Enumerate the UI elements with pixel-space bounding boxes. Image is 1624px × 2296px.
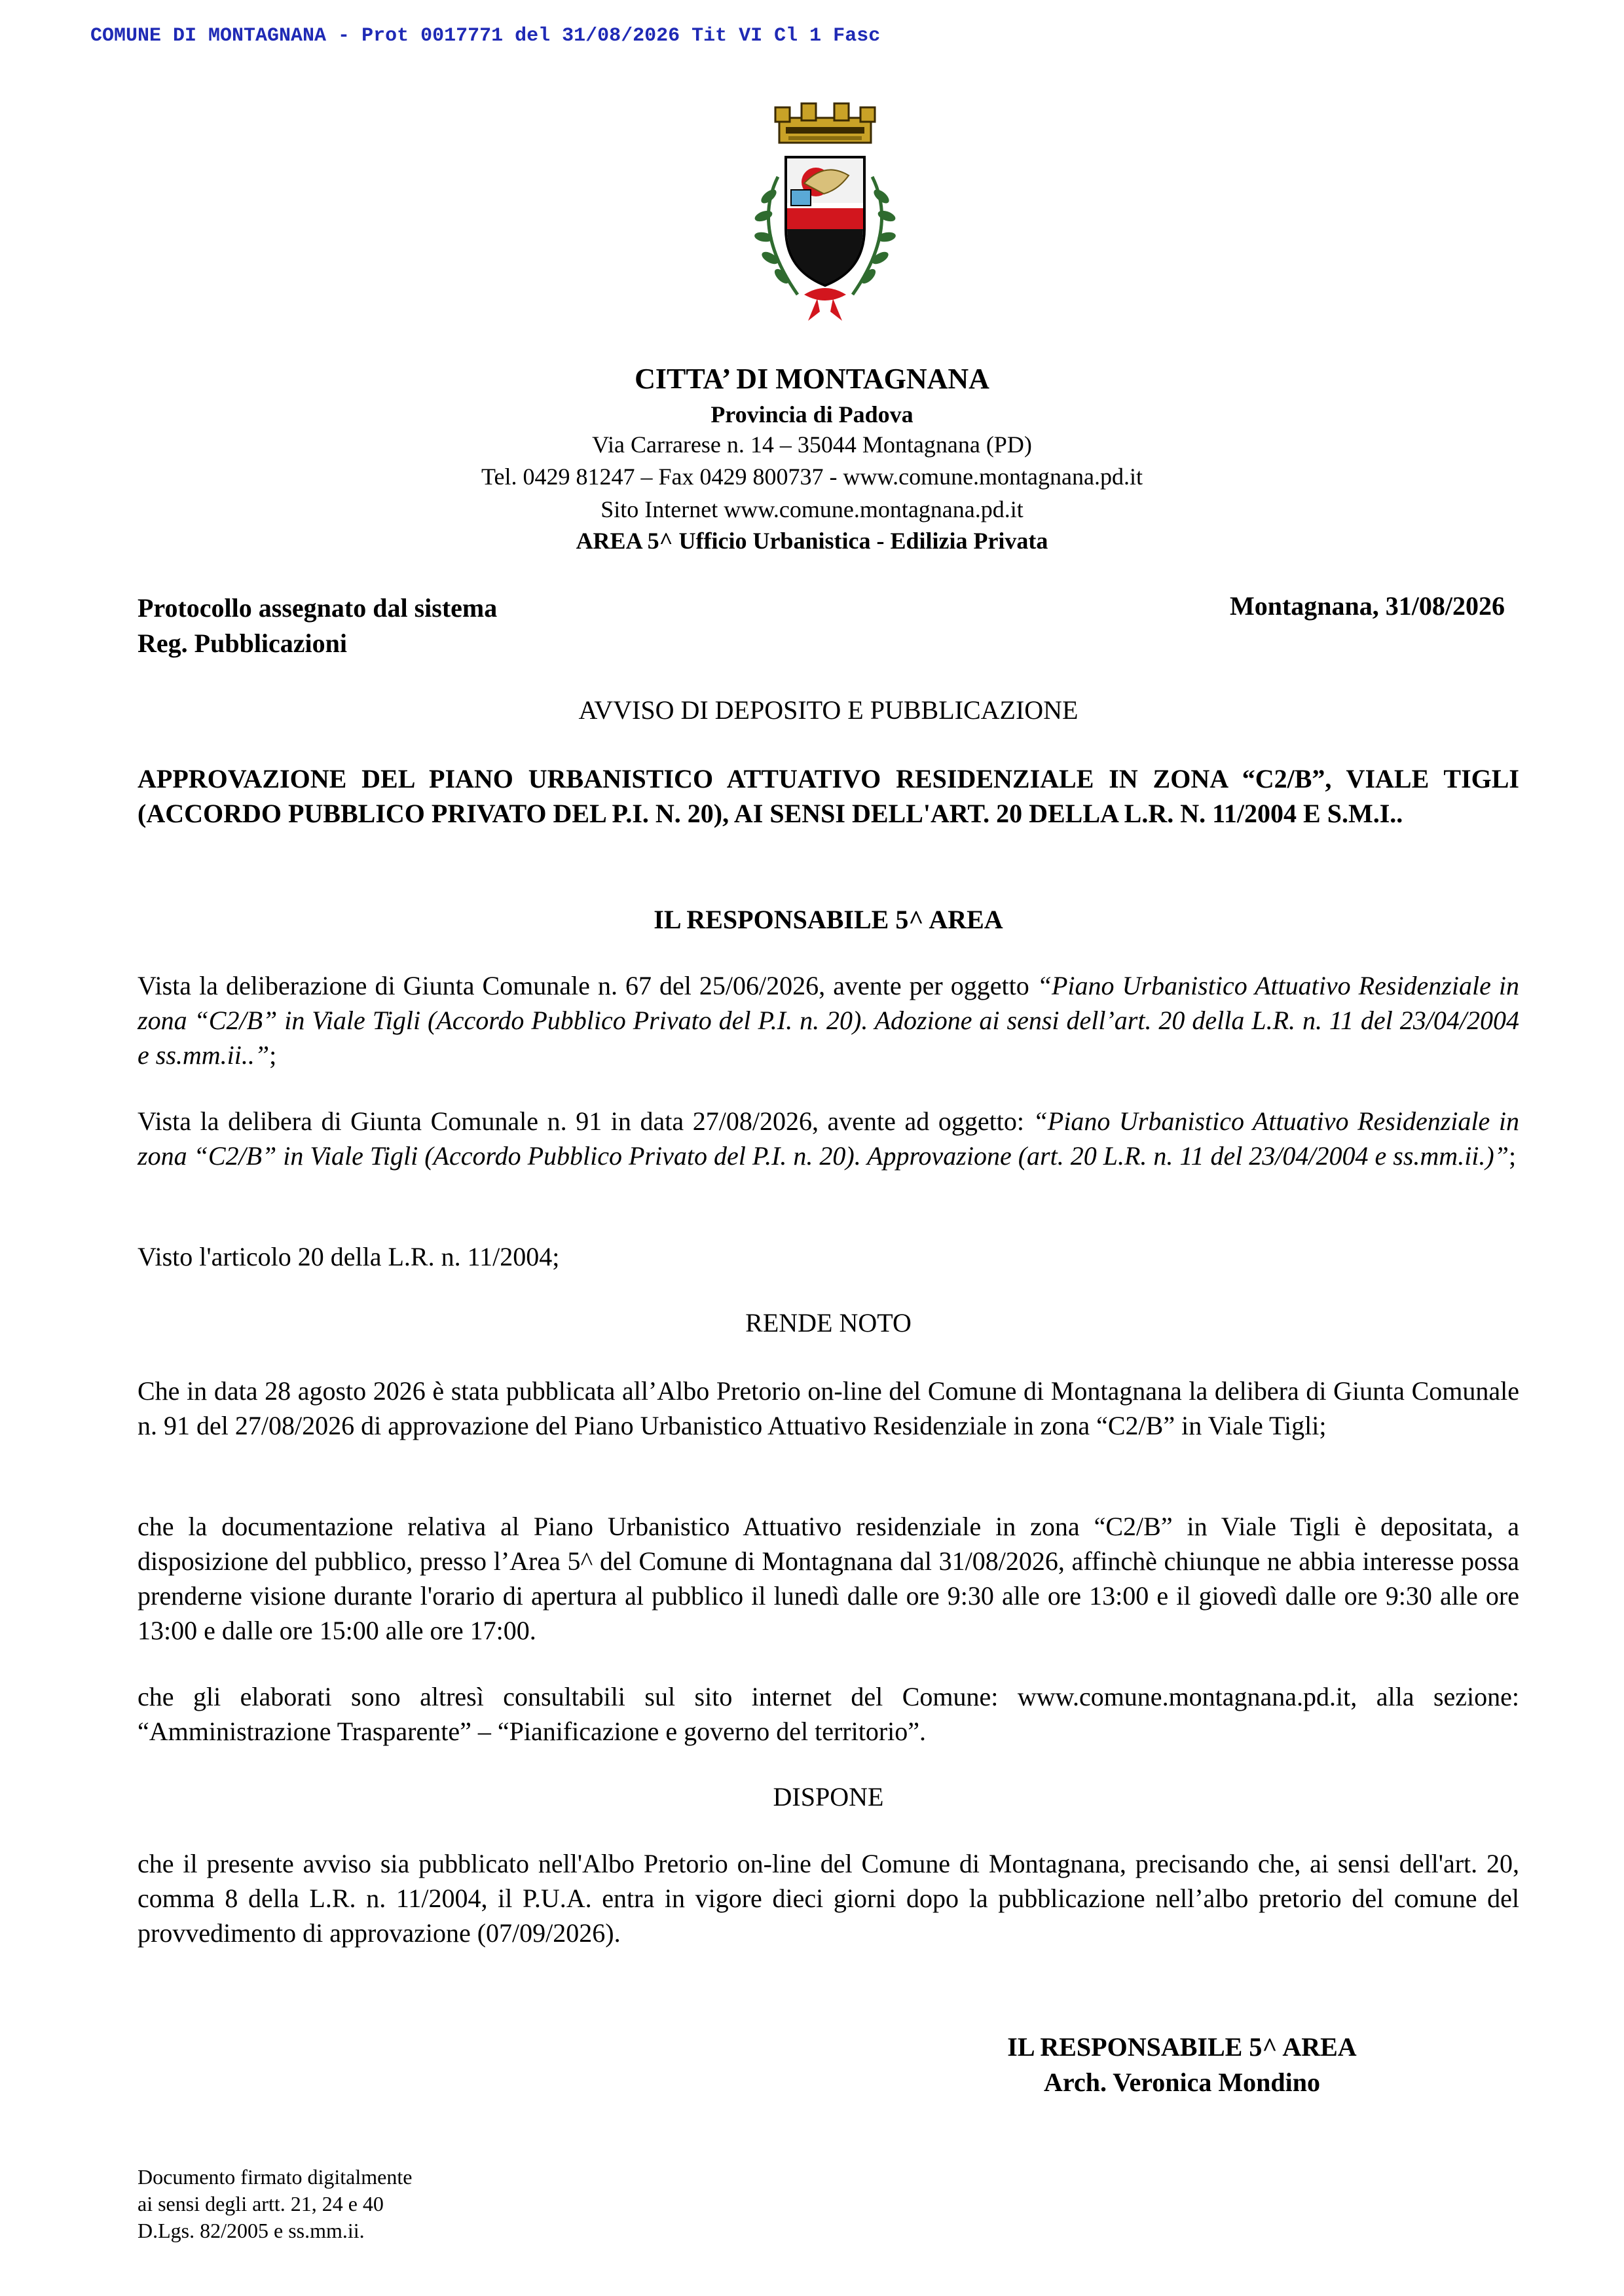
digital-signature-line-2: ai sensi degli artt. 21, 24 e 40 (138, 2192, 384, 2215)
province: Provincia di Padova (710, 401, 913, 428)
notice-title: AVVISO DI DEPOSITO E PUBBLICAZIONE (578, 695, 1079, 725)
recital-2-end: ; (1508, 1141, 1517, 1171)
digital-signature-line-1: Documento firmato digitalmente (138, 2165, 413, 2189)
notice-paragraph-1: Che in data 28 agosto 2026 è stata pubblicata all’Albo Pretorio on-line del Comune di Montagnana la delibera di Giunta Comunale n. 91 del 27/08/2026 di approvazione del Piano Urbanistico Attuativo Residenziale in zona “C2/B” in Viale Tigli; (138, 1376, 1519, 1440)
shield-icon (786, 157, 864, 285)
recital-2 (138, 1104, 1519, 1173)
recital-1 (138, 968, 1519, 1072)
register-label: Reg. Pubblicazioni (138, 629, 348, 658)
signature-block (897, 2030, 1467, 2100)
rende-noto-heading: RENDE NOTO (745, 1308, 912, 1338)
recital-2-quote: “Piano Urbanistico Attuativo Residenziale in zona “C2/B” in Viale Tigli (Accordo Pubblico Privato del P.I. n. 20). Approvazione (art. 20 L.R. n. 11 del 23/04/2004 e ss.mm.ii.)” (138, 1106, 1519, 1171)
recital-1-end: ; (269, 1040, 277, 1070)
protocol-stamp: COMUNE DI MONTAGNANA - Prot 0017771 del 31/08/2026 Tit VI Cl 1 Fasc (90, 25, 881, 47)
signature-role: IL RESPONSABILE 5^ AREA (1007, 2032, 1357, 2062)
dispone-paragraph: che il presente avviso sia pubblicato nell'Albo Pretorio on-line del Comune di Montagnana, precisando che, ai sensi dell'art. 20, comma 8 della L.R. n. 11/2004, il P.U.A. entra in vigore dieci giorni dopo la pubblicazione nell’albo pretorio del comune del provvedimento di approvazione (07/09/2026). (138, 1849, 1519, 1948)
municipal-coat-of-arms-icon (726, 98, 925, 330)
notice-paragraph-3: che gli elaborati sono altresì consultabili sul sito internet del Comune: www.comune.montagnana.pd.it, alla sezione: “Amministrazione Trasparente” – “Pianificazione e governo del territorio”. (138, 1682, 1519, 1746)
recital-1-text: Vista la deliberazione di Giunta Comunale n. 67 del 25/06/2026, avente per oggetto (138, 971, 1037, 1000)
recital-3: Visto l'articolo 20 della L.R. n. 11/2004; (138, 1242, 560, 1271)
subject: APPROVAZIONE DEL PIANO URBANISTICO ATTUATIVO RESIDENZIALE IN ZONA “C2/B”, VIALE TIGLI (ACCORDO PUBBLICO PRIVATO DEL P.I. N. 20), AI SENSI DELL'ART. 20 DELLA L.R. N. 11/2004 E S.M.I.. (138, 764, 1519, 828)
dispone-heading: DISPONE (773, 1782, 884, 1812)
digital-signature-note (138, 2164, 412, 2244)
recital-2-text: Vista la delibera di Giunta Comunale n. 91 in data 27/08/2026, avente ad oggetto: (138, 1106, 1033, 1136)
protocol-block (138, 591, 497, 661)
protocol-label: Protocollo assegnato dal sistema (138, 593, 498, 623)
city-title: CITTA’ DI MONTAGNANA (635, 363, 989, 395)
digital-signature-line-3: D.Lgs. 82/2005 e ss.mm.ii. (138, 2219, 365, 2242)
website: Sito Internet www.comune.montagnana.pd.it (600, 496, 1024, 522)
signature-name: Arch. Veronica Mondino (1044, 2068, 1320, 2097)
place-date: Montagnana, 31/08/2026 (1229, 591, 1505, 621)
recital-1-quote: “Piano Urbanistico Attuativo Residenziale in zona “C2/B” in Viale Tigli (Accordo Pubblico Privato del P.I. n. 20). Adozione ai sensi dell’art. 20 della L.R. n. 11 del 23/04/2004 e ss.mm.ii..” (138, 971, 1520, 1070)
notice-paragraph-2: che la documentazione relativa al Piano Urbanistico Attuativo residenziale in zona “C2/B” in Viale Tigli è depositata, a disposizione del pubblico, presso l’Area 5^ del Comune di Montagnana dal 31/08/2026, affinchè chiunque ne abbia interesse possa prenderne visione durante l'orario di apertura al pubblico il lunedì dalle ore 9:30 alle ore 13:00 e il giovedì dalle ore 9:30 alle ore 13:00 e dalle ore 15:00 alle ore 17:00. (138, 1512, 1519, 1645)
office: AREA 5^ Ufficio Urbanistica - Edilizia Privata (576, 528, 1048, 554)
address: Via Carrarese n. 14 – 35044 Montagnana (PD) (592, 431, 1032, 458)
contacts: Tel. 0429 81247 – Fax 0429 800737 - www.comune.montagnana.pd.it (481, 464, 1143, 490)
crown-icon (775, 103, 875, 143)
role-heading: IL RESPONSABILE 5^ AREA (654, 905, 1003, 934)
ribbon-icon (804, 288, 846, 321)
